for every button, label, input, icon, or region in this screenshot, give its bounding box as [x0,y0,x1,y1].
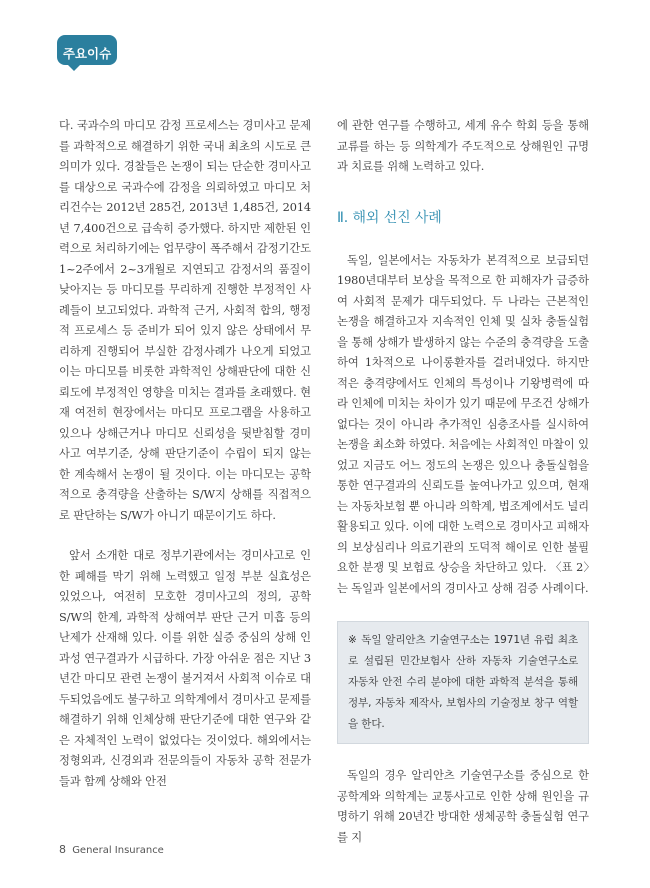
speech-bubble-icon [65,26,83,30]
left-paragraph-1: 다. 국과수의 마디모 감정 프로세스는 경미사고 문제를 과학적으로 해결하기 위한 국내 최초의 시도로 큰 의미가 있다. 경찰들은 논쟁이 되는 단순한 경미사고를 대상으로 국과수에 감정을 의뢰하였고 마디모 처리건수는 2012년 285건, 2013년 1,485건, 2014년 7,400건으로 급속히 증가했다. 하지만 제한된 인력으로 처리하기에는 업무량이 폭주해서 감정기간도 1~2주에서 2~3개월로 지연되고 감정서의 품질이 낮아지는 등 마디모를 무리하게 진행한 부정적인 사례들이 보고되었다. 과학적 근거, 사회적 합의, 행정적 프로세스 등 준비가 되어 있지 않은 상태에서 무리하게 진행되어 부실한 감정사례가 나오게 되었고 이는 마디모를 비롯한 과학적인 상해판단에 대한 신뢰도에 부정적인 영향을 미치는 결과를 초래했다. 현재 여전히 현장에서는 마디모 프로그램을 사용하고 있으나 상해근거나 마디모 신뢰성을 뒷받침할 경미사고 여부기준, 상해 판단기준이 수립이 되지 않는 한 계속해서 논쟁이 될 것이다. 이는 마디모는 공학적으로 충격량을 산출하는 S/W지 상해를 직접적으로 판단하는 S/W가 아니기 때문이기도 하다. [59,119,311,522]
badge-label: 주요이슈 [62,46,112,61]
page-number: 8 [59,843,66,856]
right-paragraph-2: 독일, 일본에서는 자동차가 본격적으로 보급되던 1980년대부터 보상을 목적으로 한 피해자가 급증하여 사회적 문제가 대두되었다. 두 나라는 근본적인 논쟁을 해결하고자 지속적인 인체 및 실차 충돌실험을 통해 상해가 발생하지 않는 수준의 충격량을 도출하여 1차적으로 나이롱환자를 걸러내었다. 하지만 적은 충격량에서도 인체의 특성이나 기왕병력에 따라 인체에 미치는 차이가 있기 때문에 무조건 상해가 없다는 것이 아니라 추가적인 심층조사를 실시하여 논쟁을 최소화 하였다. 처음에는 사회적인 마찰이 있었고 지금도 어느 정도의 논쟁은 있으나 충돌실험을 통한 연구결과의 신뢰도를 높여나가고 있으며, 현재는 자동차보험 뿐 아니라 의학계, 법조계에서도 널리 활용되고 있다. 이에 대한 노력으로 경미사고 피해자의 보상심리나 의료기관의 도덕적 해이로 인한 불필요한 분쟁 및 보험료 상승을 차단하고 있다. 〈표 2〉는 독일과 일본에서의 경미사고 상해 검증 사례이다. [337,253,589,595]
left-paragraph-2: 앞서 소개한 대로 정부기관에서는 경미사고로 인한 폐해를 막기 위해 노력했고 일정 부분 실효성은 있었으나, 여전히 모호한 경미사고의 정의, 공학 S/W의 한계, 과학적 상해여부 판단 근거 미흡 등의 난제가 산재해 있다. 이를 위한 실증 중심의 상해 인과성 연구결과가 시급하다. 가장 아쉬운 점은 지난 3년간 마디모 관련 논쟁이 불거져서 사회적 이슈로 대두되었음에도 불구하고 의학계에서 경미사고 문제를 해결하기 위해 인체상해 판단기준에 대한 연구와 같은 자체적인 노력이 없었다는 것이었다. 해외에서는 정형외과, 신경외과 전문의들이 자동차 공학 전문가들과 함께 상해와 안전 [59,549,311,788]
page-footer [59,843,164,856]
right-column [337,116,589,848]
right-paragraph-1: 에 관한 연구를 수행하고, 세계 유수 학회 등을 통해 교류를 하는 등 의학계가 주도적으로 상해원인 규명과 치료를 위해 노력하고 있다. [337,119,589,173]
section-badge [57,35,117,65]
left-column [59,116,311,792]
section-heading: Ⅱ. 해외 선진 사례 [337,209,442,226]
note-box: ※ 독일 알리안츠 기술연구소는 1971년 유럽 최초로 설립된 민간보험사 산하 자동차 기술연구소로 자동차 안전 수리 분야에 대한 과학적 분석을 통해 정부, 자동차 제작사, 보험사의 기술정보 창구 역할을 한다. [337,621,589,744]
magazine-name: General Insurance [72,845,164,856]
right-paragraph-3: 독일의 경우 알리안츠 기술연구소를 중심으로 한 공학계와 의학계는 교통사고로 인한 상해 원인을 규명하기 위해 20년간 방대한 생체공학 충돌실험 연구를 지 [337,769,589,844]
